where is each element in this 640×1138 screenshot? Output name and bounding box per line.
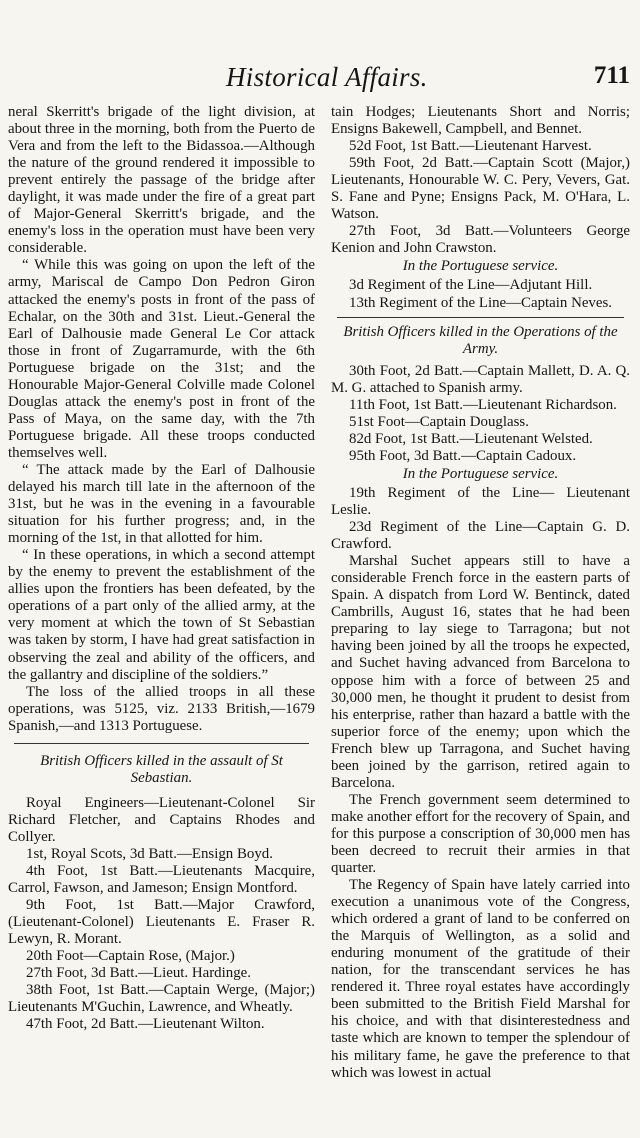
list-item: 82d Foot, 1st Batt.—Lieutenant Welsted.: [349, 430, 593, 447]
list-item: 51st Foot—Captain Douglass.: [349, 413, 529, 430]
list-item: 27th Foot, 3d Batt.—Volunteers George Kenion and John Crawston.: [331, 223, 630, 257]
list-item: 30th Foot, 2d Batt.—Captain Mallett, D. A. Q. M. G. attached to Spanish army.: [331, 362, 630, 396]
list-item: 27th Foot, 3d Batt.—Lieut. Hardinge.: [26, 965, 251, 982]
paragraph-regency: The Regency of Spain have lately carried into execution a unanimous vote of the Congress, which ordered a grant of land to be conferred on the Marquis of Wellington, as a solid and enduring monument of the gratitude of their nation, for the transcendant services he has rendered it. Three royal estates have accordingly been submitted to the British Field Marshal for his choice, and with that disinterestedness and taste which are known to temper the splendour of his military fame, he gave the preference to that which was lowest in actual: [331, 877, 630, 1081]
list-item: 20th Foot—Captain Rose, (Major.): [26, 948, 235, 965]
list-item: 95th Foot, 3d Batt.—Captain Cadoux.: [349, 447, 577, 464]
section-divider: [337, 317, 624, 318]
paragraph-dalhousie: “ The attack made by the Earl of Dalhousie delayed his march till late in the afternoon of the 31st, but he was in the evening in a favourable situation for his further progress; and, in the morning of the 1st, in that allotted for him.: [8, 461, 315, 547]
page-number: 711: [593, 62, 630, 89]
list-item: 23d Regiment of the Line—Captain G. D. Crawford.: [331, 519, 630, 553]
list-item: 52d Foot, 1st Batt.—Lieutenant Harvest.: [349, 138, 592, 155]
list-item: tain Hodges; Lieutenants Short and Norris; Ensigns Bakewell, Campbell, and Bennet.: [331, 104, 630, 138]
heading-killed-operations: British Officers killed in the Operations of the Army.: [343, 323, 618, 357]
list-item: 1st, Royal Scots, 3d Batt.—Ensign Boyd.: [26, 845, 273, 862]
list-item: 11th Foot, 1st Batt.—Lieutenant Richardson.: [349, 396, 617, 413]
right-column: [331, 104, 630, 1138]
paragraph-skerritt: neral Skerritt's brigade of the light division, at about three in the morning, both from the Puerto de Vera and from the left to the Bidassoa.—Although the nature of the ground rendered it impossible to prevent entirely the passage of the bridge after daylight, it was made under the fire of a great part of Major-General Skerritt's brigade, and the enemy's loss in the operation must have been very considerable.: [8, 104, 315, 257]
paragraph-loss: The loss of the allied troops in all these operations, was 5125, viz. 2133 British,—1679 Spanish,—and 1313 Portuguese.: [8, 683, 315, 734]
list-item: 13th Regiment of the Line—Captain Neves.: [349, 294, 613, 311]
list-item: 19th Regiment of the Line— Lieutenant Leslie.: [331, 484, 630, 519]
heading-killed-st-sebastian: British Officers killed in the assault of St Sebastian.: [40, 752, 283, 786]
left-column: [8, 104, 315, 1138]
heading-portuguese-service-2: In the Portuguese service.: [402, 465, 559, 482]
list-item: Royal Engineers—Lieutenant-Colonel Sir Richard Fletcher, and Captains Rhodes and Collyer.: [8, 794, 315, 845]
heading-portuguese-service: In the Portuguese service.: [402, 258, 559, 275]
list-item: 9th Foot, 1st Batt.—Major Crawford, (Lieutenant-Colonel) Lieutenants E. Fraser R. Lewyn, R. Morant.: [8, 897, 315, 948]
paragraph-french-government: The French government seem determined to make another effort for the recovery of Spain, and for this purpose a conscription of 30,000 men has been decreed to recruit their armies in that quarter.: [331, 791, 630, 877]
list-item: 38th Foot, 1st Batt.—Captain Werge, (Major;) Lieutenants M'Guchin, Lawrence, and Wheatly.: [8, 982, 315, 1016]
list-item: 47th Foot, 2d Batt.—Lieutenant Wilton.: [26, 1016, 265, 1033]
list-item: 4th Foot, 1st Batt.—Lieutenants Macquire, Carrol, Fawson, and Jameson; Ensign Montford.: [8, 863, 315, 897]
paragraph-suchet: Marshal Suchet appears still to have a considerable French force in the eastern parts of Spain. A dispatch from Lord W. Bentinck, dated Cambrills, August 16, states that he had been preparing to lay siege to Tarragona; but not having been joined by all the troops he expected, and Suchet having advanced from Barcelona to oppose him with a force of between 25 and 30,000 men, he thought it prudent to desist from his enterprise, rather than hazard a battle with the superior force of the enemy; upon which the French blew up Tarragona, and Suchet having been joined by the garrison, retired again to Barcelona.: [331, 553, 630, 791]
running-title: Historical Affairs.: [226, 62, 428, 92]
list-item: 59th Foot, 2d Batt.—Captain Scott (Major,) Lieutenants, Honourable W. C. Pery, Vevers, Gat. S. Fane and Pyne; Ensigns Pack, M. O'Hara, L. Watson.: [331, 155, 630, 223]
paragraph-giron: “ While this was going on upon the left of the army, Mariscal de Campo Don Pedron Giron attacked the enemy's posts in front of the pass of Echalar, on the 30th and 31st. Lieut.-General the Earl of Dalhousie made General Le Cor attack those in front of Zugarramurde, with the 6th Portuguese brigade on the 31st; and the Honourable Major-General Colville made Colonel Douglas attack the enemy's post in front of the Pass of Maya, on the same day, with the 7th Portuguese brigade. All these troops conducted themselves well.: [8, 257, 315, 461]
page-header: [0, 62, 640, 96]
section-divider: [14, 743, 309, 744]
list-item: 3d Regiment of the Line—Adjutant Hill.: [349, 277, 593, 294]
paragraph-operations: “ In these operations, in which a second attempt by the enemy to prevent the establishment of the allies upon the frontiers has been defeated, by the operations of a part only of the allied army, at the very moment at which the town of St Sebastian was taken by storm, I have had great satisfaction in observing the zeal and ability of the officers, and the gallantry and discipline of the soldiers.”: [8, 547, 315, 683]
